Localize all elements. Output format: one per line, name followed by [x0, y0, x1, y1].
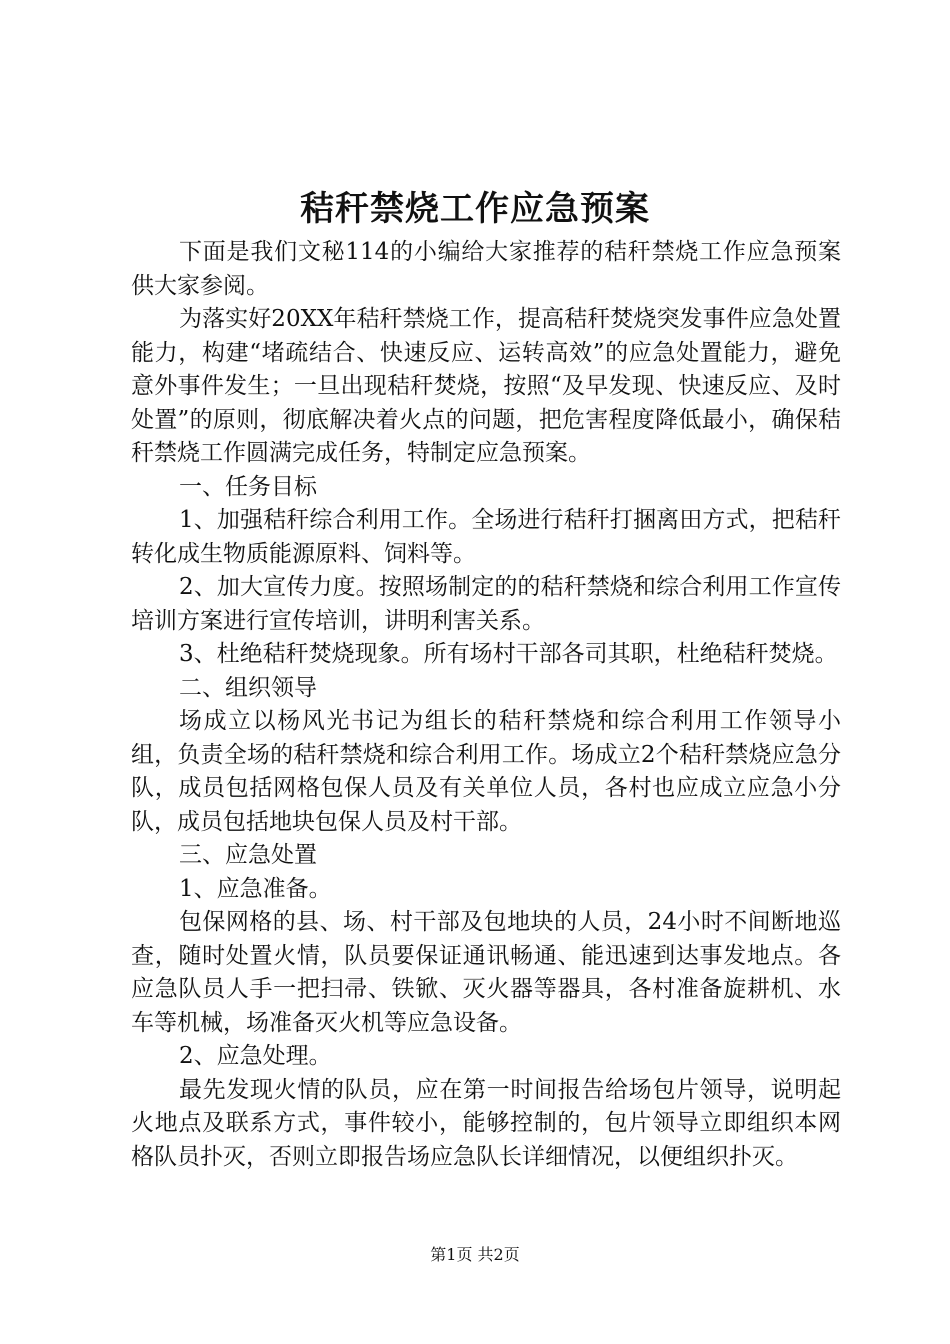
section-heading-emergency-response: 三、应急处置 — [179, 842, 317, 868]
page-footer: 第1页 共2页 — [430, 1245, 520, 1264]
document-body — [131, 236, 841, 1174]
preparation-paragraph: 包保网格的县、场、村干部及包地块的人员，24小时不间断地巡查，随时处置火情，队员要保证通讯畅通、能迅速到达事发地点。各应急队员人手一把扫帚、铁锨、灭火器等器具，各村准备旋耕机、水车等机械，场准备灭火机等应急设备。 — [131, 909, 841, 1036]
list-item-goal-2: 2、加大宣传力度。按照场制定的的秸秆禁烧和综合利用工作宣传培训方案进行宣传培训，讲明利害关系。 — [131, 574, 841, 634]
subheading-preparation: 1、应急准备。 — [179, 875, 332, 902]
intro-paragraph: 下面是我们文秘114的小编给大家推荐的秸秆禁烧工作应急预案供大家参阅。 — [131, 239, 841, 299]
section-heading-organization: 二、组织领导 — [179, 674, 317, 701]
purpose-paragraph: 为落实好20XX年秸秆禁烧工作，提高秸秆焚烧突发事件应急处置能力，构建“堵疏结合、快速反应、运转高效”的应急处置能力，避免意外事件发生；一旦出现秸秆焚烧，按照“及早发现、快速反应、及时处置”的原则，彻底解决着火点的问题，把危害程度降低最小，确保秸秆禁烧工作圆满完成任务，特制定应急预案。 — [131, 306, 841, 466]
list-item-goal-1: 1、加强秸秆综合利用工作。全场进行秸秆打捆离田方式，把秸秆转化成生物质能源原料、饲料等。 — [131, 507, 841, 567]
list-item-goal-3: 3、杜绝秸秆焚烧现象。所有场村干部各司其职，杜绝秸秆焚烧。 — [179, 641, 838, 667]
section-heading-task-goals: 一、任务目标 — [179, 473, 317, 500]
subheading-handling: 2、应急处理。 — [179, 1043, 332, 1069]
organization-paragraph: 场成立以杨风光书记为组长的秸秆禁烧和综合利用工作领导小组，负责全场的秸秆禁烧和综合利用工作。场成立2个秸秆禁烧应急分队，成员包括网格包保人员及有关单位人员，各村也应成立应急小分队，成员包括地块包保人员及村干部。 — [131, 708, 841, 835]
handling-paragraph: 最先发现火情的队员，应在第一时间报告给场包片领导，说明起火地点及联系方式，事件较小，能够控制的，包片领导立即组织本网格队员扑灭，否则立即报告场应急队长详细情况，以便组织扑灭。 — [131, 1076, 841, 1170]
page-title: 秸秆禁烧工作应急预案 — [300, 189, 650, 229]
